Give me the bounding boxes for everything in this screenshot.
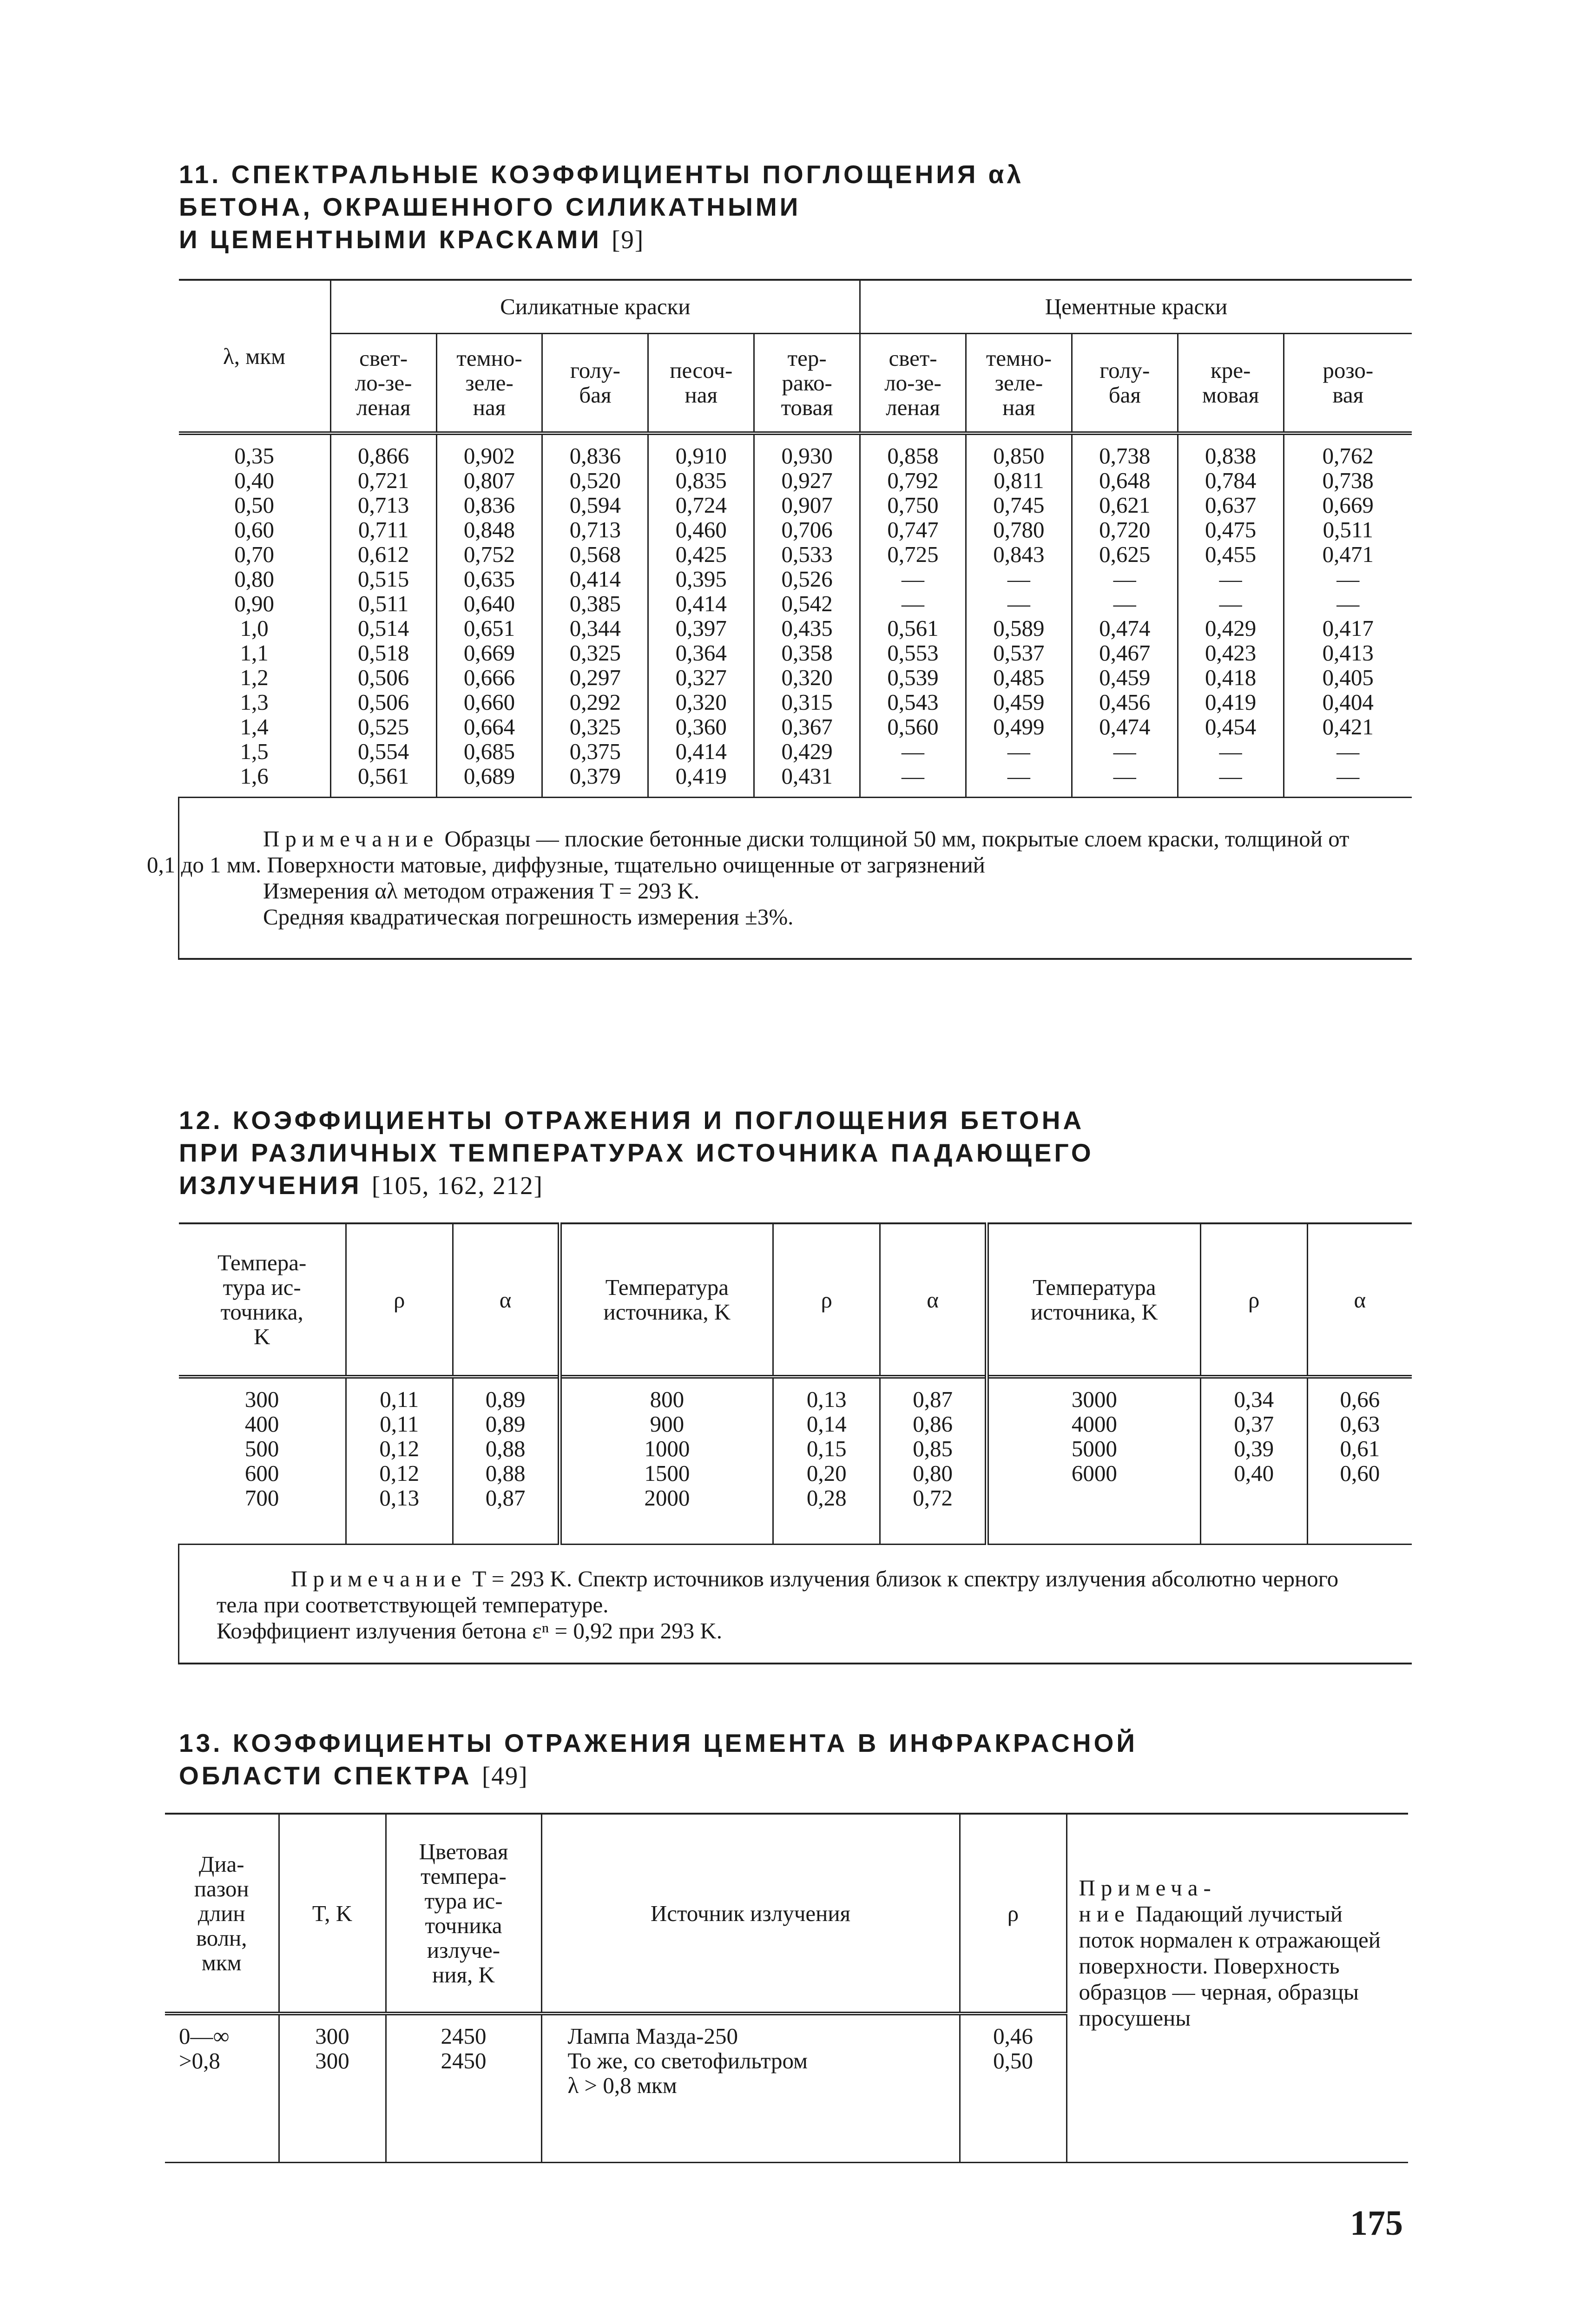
note-label: Примечание — [291, 1565, 467, 1591]
note-line3: Средняя квадратическая погрешность измерения ±3%. — [263, 904, 794, 930]
value-column: 0,762 0,738 0,669 0,511 0,471 — — 0,417 0,413 0,405 0,404 0,421 — — — [1284, 433, 1412, 798]
header-lambda: λ, мкм — [179, 280, 331, 433]
header-silicate-group: Силикатные краски — [330, 280, 860, 333]
header-rho: ρ — [346, 1223, 453, 1377]
lambda-column: 0,35 0,40 0,50 0,60 0,70 0,80 0,90 1,0 1,1 1,2 1,3 1,4 1,5 1,6 — [179, 433, 331, 798]
table11 — [147, 279, 1412, 960]
header-col: кре- мовая — [1178, 333, 1284, 433]
alpha-column: 0,89 0,89 0,88 0,88 0,87 — [453, 1377, 560, 1544]
header-col: темно- зеле- ная — [966, 333, 1072, 433]
temp-column: 3000 4000 5000 6000 — [987, 1377, 1200, 1544]
color-temp-column: 2450 2450 — [386, 2014, 541, 2162]
header-T: T, K — [279, 1814, 386, 2014]
header-temp1: Темпера- тура ис- точника, K — [179, 1223, 346, 1377]
note-text: T = 293 K. Спектр источников излучения близок к спектру излучения абсолютно черного тела при соответствующей температуре. — [217, 1565, 1339, 1618]
note-line2: Коэффициент излучения бетона εⁿ = 0,92 при 293 K. — [217, 1618, 723, 1644]
page-number: 175 — [1350, 2204, 1403, 2243]
temp-column: 800 900 1000 1500 2000 — [560, 1377, 773, 1544]
note-label: Примеча- ние — [1079, 1875, 1217, 1927]
value-column: 0,738 0,648 0,621 0,720 0,625 — — 0,474 0,467 0,459 0,456 0,474 — — — [1072, 433, 1178, 798]
header-cement-group: Цементные краски — [860, 280, 1412, 333]
table12-title-line2: ПРИ РАЗЛИЧНЫХ ТЕМПЕРАТУРАХ ИСТОЧНИКА ПАДАЮЩЕГО — [179, 1138, 1094, 1167]
T-column: 300 300 — [279, 2014, 386, 2162]
note-label: Примечание — [263, 826, 439, 852]
header-rho: ρ — [1200, 1223, 1307, 1377]
table12-note — [179, 1544, 1412, 1664]
header-alpha: α — [1307, 1223, 1412, 1377]
value-column: 0,836 0,520 0,594 0,713 0,568 0,414 0,385 0,344 0,325 0,297 0,292 0,325 0,375 0,379 — [542, 433, 648, 798]
header-col: розо- вая — [1284, 333, 1412, 433]
header-col: темно- зеле- ная — [436, 333, 542, 433]
rho-column: 0,46 0,50 — [960, 2014, 1066, 2162]
table11-note — [147, 798, 1412, 959]
header-col: свет- ло-зе- леная — [860, 333, 966, 433]
table12 — [178, 1222, 1412, 1664]
table12-title-line3: ИЗЛУЧЕНИЯ — [179, 1171, 362, 1200]
rho-column: 0,34 0,37 0,39 0,40 — [1200, 1377, 1307, 1544]
table13-title-line2: ОБЛАСТИ СПЕКТРА — [179, 1761, 472, 1790]
rho-column: 0,13 0,14 0,15 0,20 0,28 — [773, 1377, 880, 1544]
table12-title-line1: 12. КОЭФФИЦИЕНТЫ ОТРАЖЕНИЯ И ПОГЛОЩЕНИЯ БЕТОНА — [179, 1106, 1085, 1135]
table11-ref: [9] — [612, 225, 645, 254]
header-color-temp: Цветовая темпера- тура ис- точника излуче- ния, K — [386, 1814, 541, 2014]
table11-title-line2: БЕТОНА, ОКРАШЕННОГО СИЛИКАТНЫМИ — [179, 192, 801, 221]
value-column: 0,902 0,807 0,836 0,848 0,752 0,635 0,640 0,651 0,669 0,666 0,660 0,664 0,685 0,689 — [436, 433, 542, 798]
header-col: свет- ло-зе- леная — [330, 333, 436, 433]
note-text: Падающий лучистый поток нормален к отражающей поверхности. Поверхность образцов — черная, образцы просушены — [1079, 1901, 1381, 2031]
table11-title-line1: 11. СПЕКТРАЛЬНЫЕ КОЭФФИЦИЕНТЫ ПОГЛОЩЕНИЯ αλ — [179, 160, 1024, 189]
header-rho: ρ — [960, 1814, 1066, 2014]
header-temp3: Температура источника, K — [987, 1223, 1200, 1377]
header-col: голу- бая — [1072, 333, 1178, 433]
header-source: Источник излучения — [541, 1814, 960, 2014]
header-col: тер- рако- товая — [754, 333, 860, 433]
table12-title — [179, 1104, 1434, 1202]
value-column: 0,930 0,927 0,907 0,706 0,533 0,526 0,542 0,435 0,358 0,320 0,315 0,367 0,429 0,431 — [754, 433, 860, 798]
header-col: песоч- ная — [648, 333, 754, 433]
alpha-column: 0,87 0,86 0,85 0,80 0,72 — [880, 1377, 987, 1544]
table13-note — [1066, 1814, 1408, 2162]
table13-title-line1: 13. КОЭФФИЦИЕНТЫ ОТРАЖЕНИЯ ЦЕМЕНТА В ИНФРАКРАСНОЙ — [179, 1729, 1138, 1757]
header-temp2: Температура источника, K — [560, 1223, 773, 1377]
header-alpha: α — [880, 1223, 987, 1377]
header-range: Диа- пазон длин волн, мкм — [165, 1814, 279, 2014]
value-column: 0,866 0,721 0,713 0,711 0,612 0,515 0,511 0,514 0,518 0,506 0,506 0,525 0,554 0,561 — [330, 433, 436, 798]
value-column: 0,850 0,811 0,745 0,780 0,843 — — 0,589 0,537 0,485 0,459 0,499 — — — [966, 433, 1072, 798]
range-column: 0—∞ >0,8 — [165, 2014, 279, 2162]
source-column: Лампа Мазда-250 То же, со светофильтром λ > 0,8 мкм — [541, 2014, 960, 2162]
header-alpha: α — [453, 1223, 560, 1377]
alpha-column: 0,66 0,63 0,61 0,60 — [1307, 1377, 1412, 1544]
table13-ref: [49] — [481, 1762, 528, 1790]
rho-column: 0,11 0,11 0,12 0,12 0,13 — [346, 1377, 453, 1544]
header-rho: ρ — [773, 1223, 880, 1377]
table11-title — [179, 158, 1434, 256]
table13 — [165, 1813, 1408, 2163]
value-column: 0,838 0,784 0,637 0,475 0,455 — — 0,429 0,423 0,418 0,419 0,454 — — — [1178, 433, 1284, 798]
temp-column: 300 400 500 600 700 — [179, 1377, 346, 1544]
table13-title — [179, 1727, 1434, 1792]
note-text: Образцы — плоские бетонные диски толщиной 50 мм, покрытые слоем краски, толщиной от 0,1 до 1 мм. Поверхности матовые, диффузные, тщательно очищенные от загрязнений — [147, 826, 1350, 878]
value-column: 0,858 0,792 0,750 0,747 0,725 — — 0,561 0,553 0,539 0,543 0,560 — — — [860, 433, 966, 798]
table11-title-line3: И ЦЕМЕНТНЫМИ КРАСКАМИ — [179, 225, 602, 254]
value-column: 0,910 0,835 0,724 0,460 0,425 0,395 0,414 0,397 0,364 0,327 0,320 0,360 0,414 0,419 — [648, 433, 754, 798]
header-col: голу- бая — [542, 333, 648, 433]
table12-ref: [105, 162, 212] — [371, 1171, 543, 1200]
note-line2: Измерения αλ методом отражения T = 293 K. — [263, 878, 700, 904]
